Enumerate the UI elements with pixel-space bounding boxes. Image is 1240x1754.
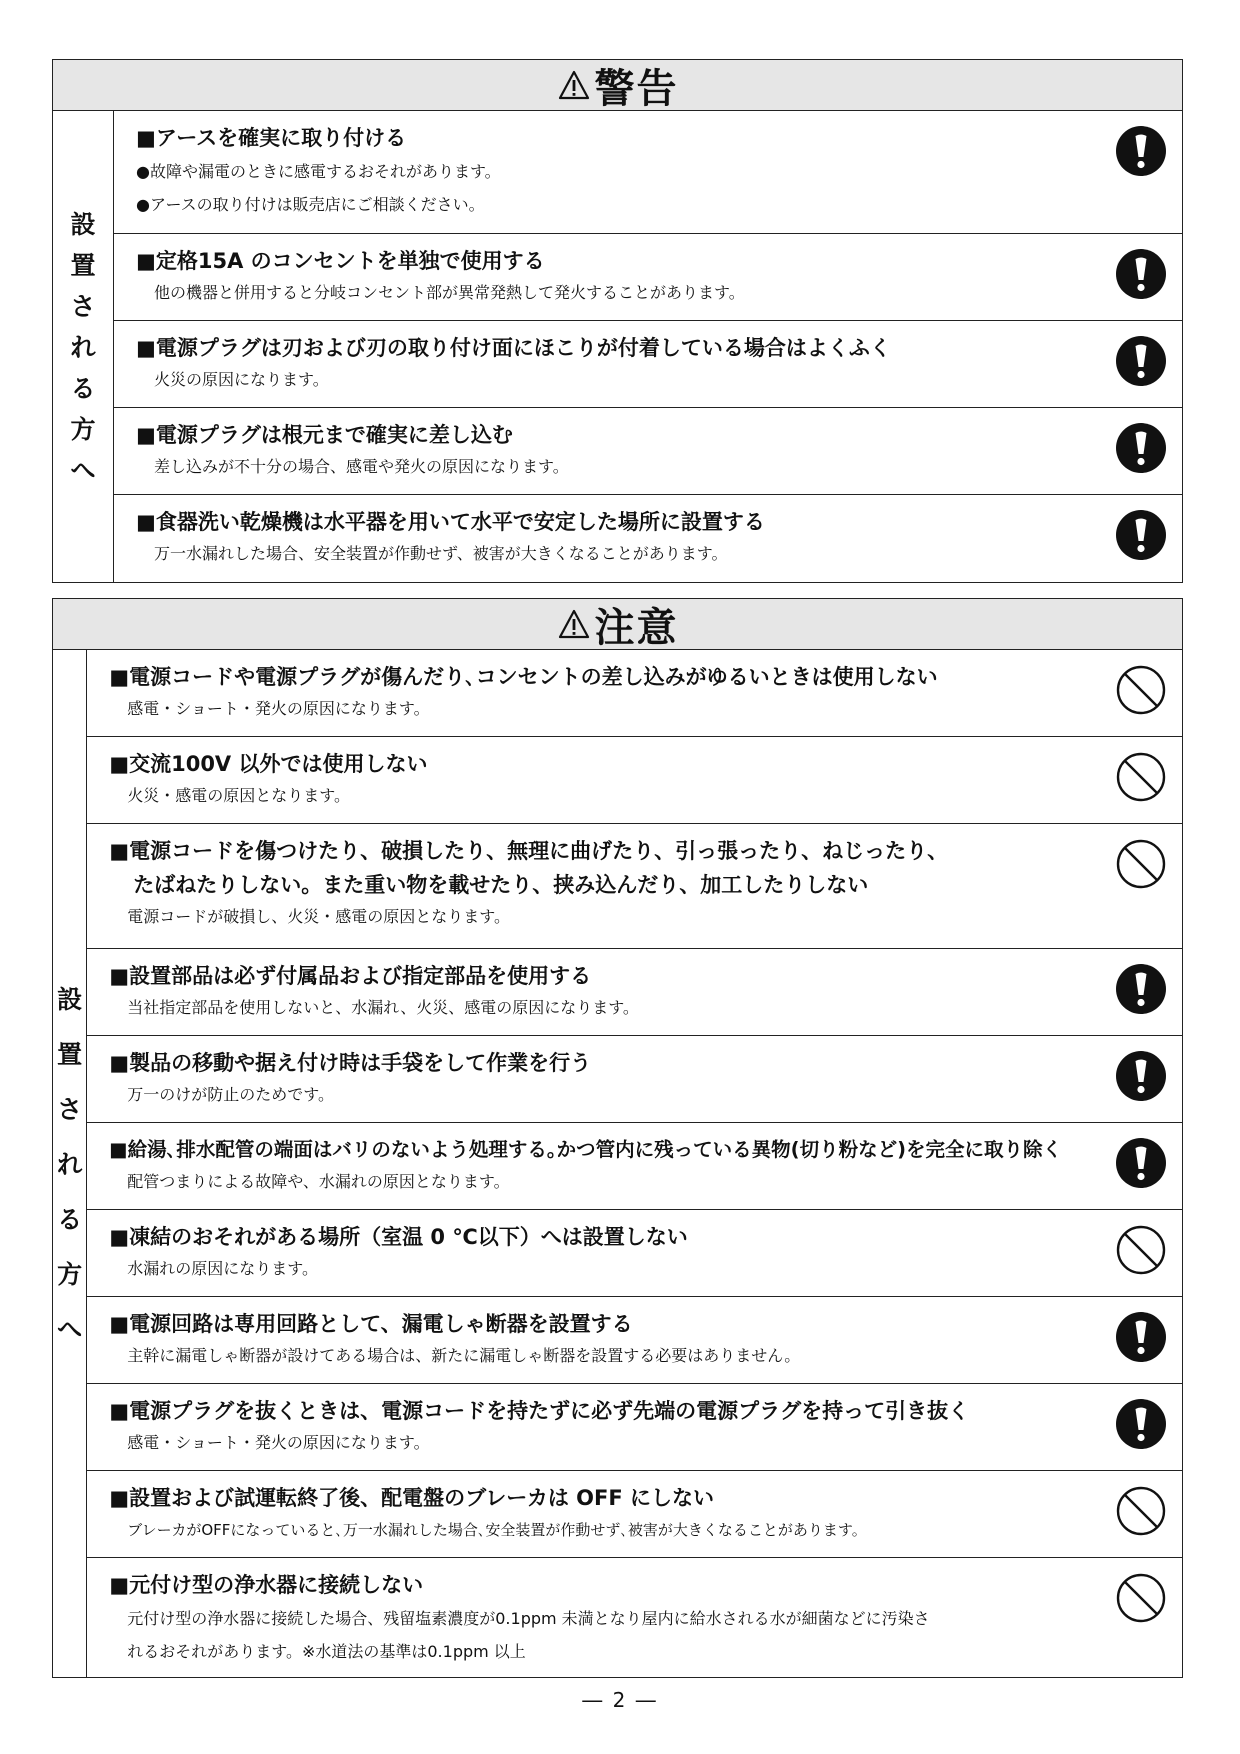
page-number: ― 2 ― [582,1688,658,1712]
side-char: さ [70,291,96,321]
side-char: る [57,1204,83,1234]
warning-title: 警告 [594,65,679,112]
item-description: 元付け型の浄水器に接続した場合、残留塩素濃度が0.1ppm 未満となり屋内に給水される水が細菌などに汚染さ [127,1609,930,1628]
mandatory-icon [1115,248,1167,300]
caution-item-water-filter [87,1558,1182,1678]
side-char: 方 [57,1259,83,1289]
item-description: 水漏れの原因になります。 [127,1259,318,1278]
warning-item-level [114,495,1182,582]
caution-header [53,599,1182,650]
item-description: 差し込みが不十分の場合、感電や発火の原因になります。 [154,457,569,476]
caution-item-freezing [87,1210,1182,1297]
item-description: 万一のけが防止のためです。 [127,1085,334,1104]
side-char: へ [70,455,96,485]
item-heading: ■電源コードや電源プラグが傷んだり､コンセントの差し込みがゆるいときは使用しない [109,665,938,689]
side-char: 設 [70,209,96,239]
item-heading: ■凍結のおそれがある場所（室温 0 ℃以下）へは設置しない [109,1225,688,1249]
item-description: 万一水漏れした場合、安全装置が作動せず、被害が大きくなることがあります。 [154,544,728,563]
side-char: さ [57,1094,83,1124]
mandatory-icon [1115,1311,1167,1363]
prohibition-icon [1115,1572,1167,1624]
side-char: 置 [57,1039,83,1069]
caution-item-damaged-cord [87,650,1182,737]
mandatory-icon [1115,335,1167,387]
warning-section [52,59,1183,583]
item-description: 当社指定部品を使用しないと、水漏れ、火災、感電の原因になります。 [127,998,639,1017]
prohibition-icon [1115,1224,1167,1276]
item-description: 配管つまりによる故障や、水漏れの原因となります。 [127,1172,510,1191]
mandatory-icon [1115,1398,1167,1450]
warning-header [53,60,1182,111]
item-heading: ■元付け型の浄水器に接続しない [109,1573,424,1597]
item-description: 感電・ショート・発火の原因になります。 [127,699,430,718]
item-heading: ■製品の移動や据え付け時は手袋をして作業を行う [109,1051,592,1075]
caution-item-pipes [87,1123,1182,1210]
warning-side-label [53,111,114,583]
side-char: る [70,373,96,403]
item-heading: ■食器洗い乾燥機は水平器を用いて水平で安定した場所に設置する [136,510,765,534]
mandatory-icon [1115,1050,1167,1102]
mandatory-icon [1115,422,1167,474]
prohibition-icon [1115,1485,1167,1537]
item-heading: ■交流100V 以外では使用しない [109,752,428,776]
side-char: 方 [70,414,96,444]
mandatory-icon [1115,125,1167,177]
item-heading: ■電源コードを傷つけたり、破損したり、無理に曲げたり、引っ張ったり、ねじったり、 [109,839,949,863]
mandatory-icon [1115,509,1167,561]
caution-side-label [53,650,87,1678]
side-char: 置 [70,250,96,280]
caution-item-gloves [87,1036,1182,1123]
item-heading: ■電源プラグは刃および刃の取り付け面にほこりが付着している場合はよくふく [136,336,891,360]
side-char: へ [57,1314,83,1344]
item-bullet: ●故障や漏電のときに感電するおそれがあります。 [136,162,501,181]
caution-title: 注意 [594,604,679,651]
item-heading: ■定格15A のコンセントを単独で使用する [136,249,545,273]
prohibition-icon [1115,664,1167,716]
item-bullet: ●アースの取り付けは販売店にご相談ください。 [136,195,485,214]
alert-triangle-icon [557,608,591,640]
caution-item-breaker [87,1471,1182,1558]
item-description: 主幹に漏電しゃ断器が設けてある場合は、新たに漏電しゃ断器を設置する必要はありません。 [127,1346,801,1365]
side-char: 設 [57,984,83,1014]
item-heading: ■電源プラグを抜くときは、電源コードを持たずに必ず先端の電源プラグを持って引き抜く [109,1399,970,1423]
caution-section [52,598,1183,1678]
side-char: れ [57,1149,83,1179]
prohibition-icon [1115,838,1167,890]
item-heading: ■給湯､排水配管の端面はバリのないよう処理する｡かつ管内に残っている異物(切り粉など)を完全に取り除く [109,1138,1062,1161]
item-description: 火災・感電の原因となります。 [127,786,350,805]
warning-item-plug-dust [114,321,1182,408]
warning-item-outlet [114,234,1182,321]
prohibition-icon [1115,751,1167,803]
item-heading: ■設置部品は必ず付属品および指定部品を使用する [109,964,592,988]
warning-item-ground [114,111,1182,234]
item-description: ブレーカがOFFになっていると､万一水漏れした場合､安全装置が作動せず､被害が大きくなることがあります。 [127,1521,867,1539]
item-heading: ■アースを確実に取り付ける [136,126,407,150]
caution-item-cord-handling [87,824,1182,949]
caution-item-voltage [87,737,1182,824]
item-description: 感電・ショート・発火の原因になります。 [127,1433,430,1452]
item-heading: ■電源プラグは根元まで確実に差し込む [136,423,513,447]
caution-item-unplug [87,1384,1182,1471]
side-char: れ [70,332,96,362]
warning-item-plug-insert [114,408,1182,495]
item-heading-line2: たばねたりしない。また重い物を載せたり、挟み込んだり、加工したりしない [133,873,869,897]
caution-item-parts [87,949,1182,1036]
caution-item-circuit [87,1297,1182,1384]
item-description: 他の機器と併用すると分岐コンセント部が異常発熱して発火することがあります。 [154,283,745,302]
mandatory-icon [1115,1137,1167,1189]
item-description-line2: れるおそれがあります。※水道法の基準は0.1ppm 以上 [127,1642,526,1661]
item-description: 電源コードが破損し、火災・感電の原因となります。 [127,907,510,926]
mandatory-icon [1115,963,1167,1015]
item-heading: ■設置および試運転終了後、配電盤のブレーカは OFF にしない [109,1486,714,1510]
alert-triangle-icon [557,69,591,101]
item-heading: ■電源回路は専用回路として、漏電しゃ断器を設置する [109,1312,633,1336]
item-description: 火災の原因になります。 [154,370,329,389]
